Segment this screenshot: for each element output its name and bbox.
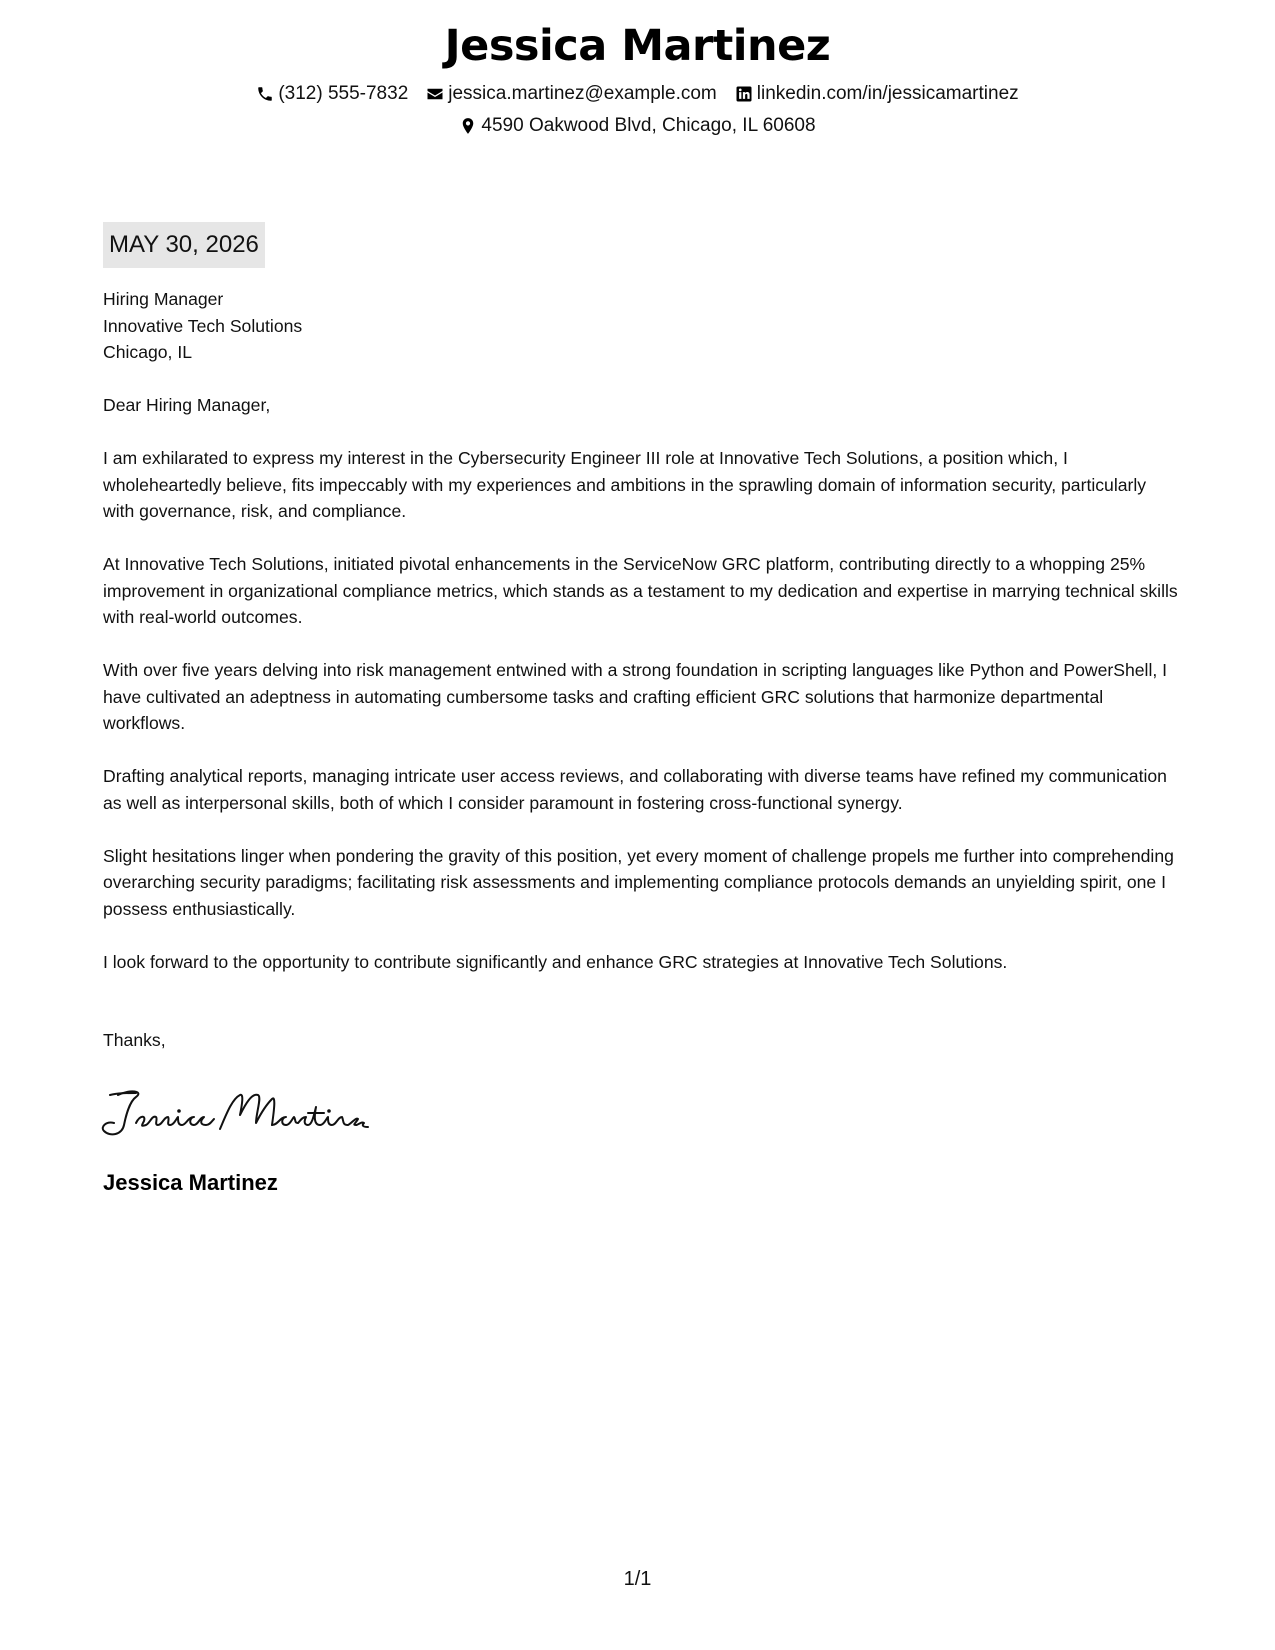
contact-email [426, 82, 717, 106]
phone-icon [256, 85, 274, 103]
email-text: jessica.martinez@example.com [448, 83, 717, 104]
letter-date: MAY 30, 2026 [103, 222, 265, 268]
contact-address [459, 114, 815, 138]
letter-header [0, 18, 1275, 138]
body-paragraph: With over five years delving into risk management entwined with a strong foundation in scripting languages like Python and PowerShell, I have cultivated an adeptness in automating cumbersome tasks and crafting efficient GRC solutions that harmonize departmental workflows. [103, 660, 1168, 733]
address-line [0, 114, 1275, 138]
handwritten-signature [100, 1085, 370, 1141]
recipient-company: Innovative Tech Solutions [103, 315, 303, 336]
envelope-icon [426, 85, 444, 103]
signer-name: Jessica Martinez [103, 1170, 278, 1195]
closing: Thanks, [103, 1030, 166, 1050]
body-paragraph: Slight hesitations linger when pondering the gravity of this position, yet every moment of challenge propels me further into comprehending overarching security paradigms; facilitating risk assessments and implementing compliance protocols demands an unyielding spirit, one I possess enthusiastically. [103, 845, 1174, 919]
phone-text: (312) 555-7832 [278, 83, 409, 104]
address-text: 4590 Oakwood Blvd, Chicago, IL 60608 [481, 115, 816, 136]
map-marker-icon [459, 117, 477, 135]
linkedin-icon [735, 85, 753, 103]
page-number: 1/1 [623, 1568, 652, 1590]
recipient-title: Hiring Manager [103, 289, 224, 309]
contact-line [0, 82, 1275, 106]
recipient-block [103, 286, 1178, 366]
body-paragraph: Drafting analytical reports, managing intricate user access reviews, and collaborating with diverse teams have refined my communication as well as interpersonal skills, both of which I consider paramount in fostering cross-functional synergy. [103, 766, 1167, 813]
contact-phone [256, 82, 408, 106]
linkedin-text: linkedin.com/in/jessicamartinez [756, 83, 1019, 104]
body-paragraph: At Innovative Tech Solutions, initiated pivotal enhancements in the ServiceNow GRC platform, contributing directly to a whopping 25% improvement in organizational compliance metrics, which stands as a testament to my dedication and expertise in marrying technical skills with real-world outcomes. [103, 554, 1178, 627]
recipient-location: Chicago, IL [103, 342, 192, 362]
applicant-name: Jessica Martinez [444, 21, 831, 71]
contact-linkedin [735, 82, 1019, 106]
letter-body [103, 286, 1178, 1002]
body-paragraph: I look forward to the opportunity to contribute significantly and enhance GRC strategies at Innovative Tech Solutions. [103, 951, 1008, 972]
salutation: Dear Hiring Manager, [103, 395, 271, 415]
body-paragraph: I am exhilarated to express my interest in the Cybersecurity Engineer III role at Innovative Tech Solutions, a position which, I wholeheartedly believe, fits impeccably with my experiences and ambitions in the sprawling domain of information security, particularly with governance, risk, and compliance. [103, 448, 1147, 521]
